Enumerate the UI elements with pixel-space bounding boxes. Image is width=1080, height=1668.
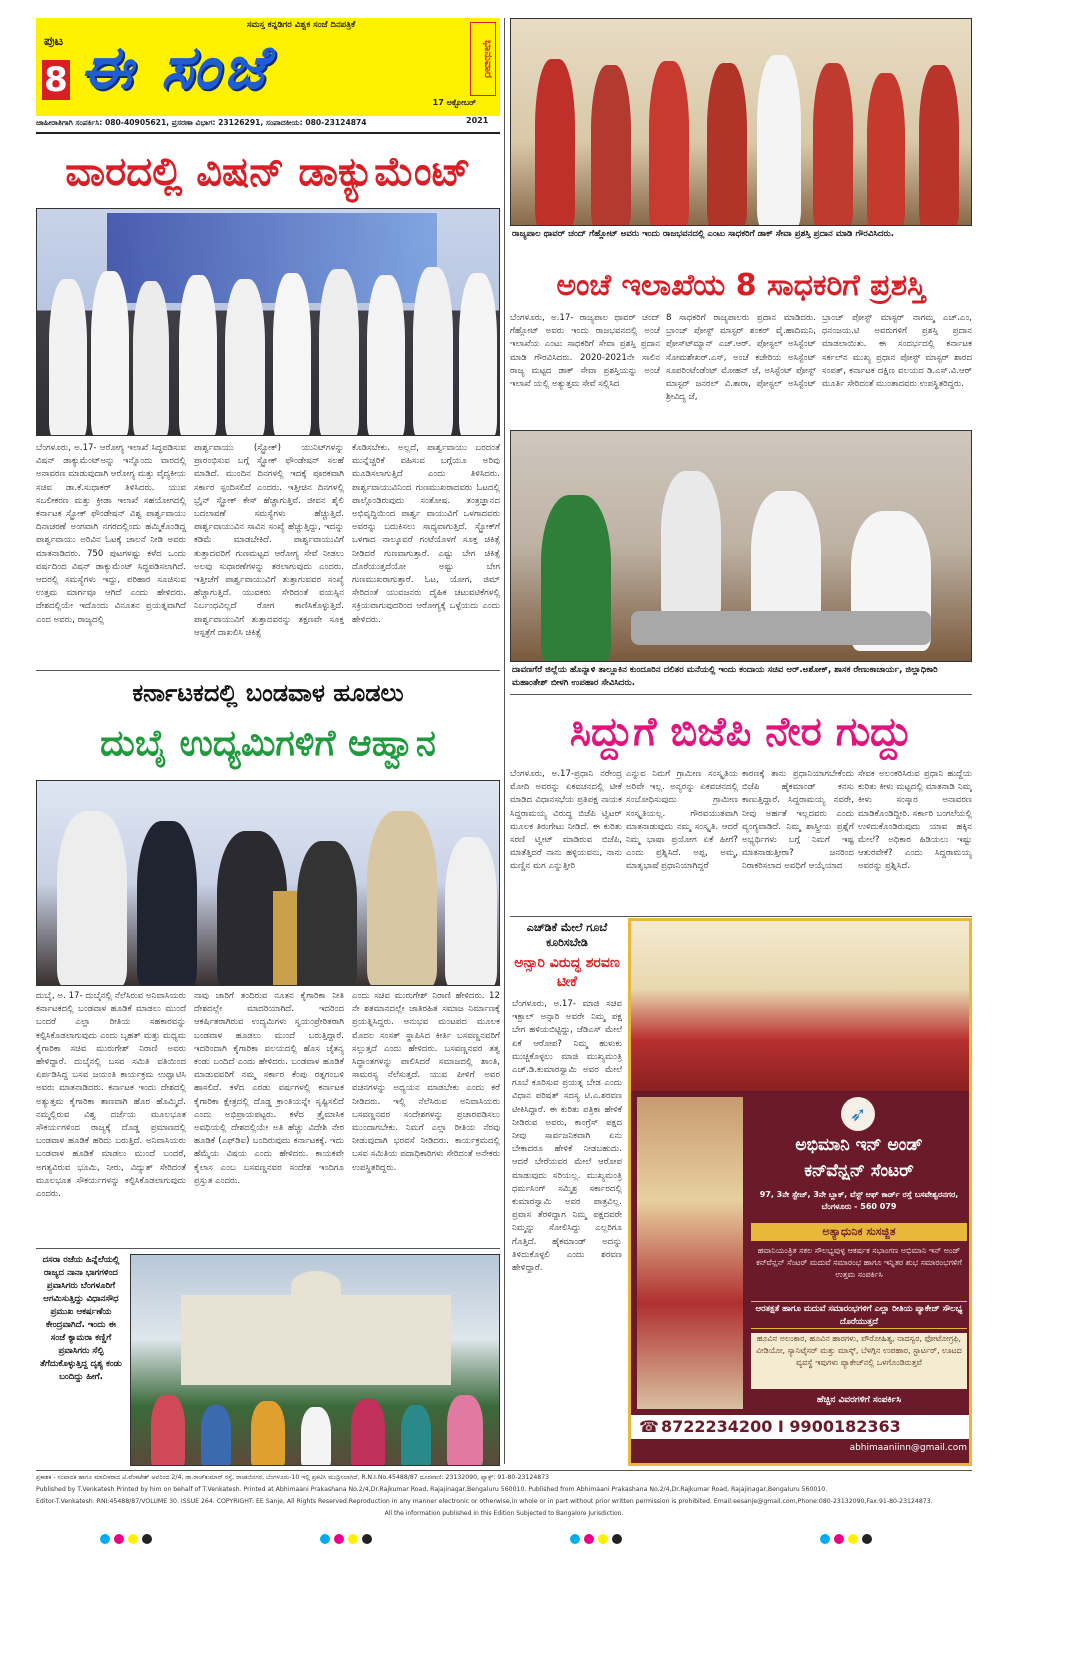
story5-col3: ಕಾರಣಕ್ಕೆ ತಾನು ಪ್ರಧಾನಿಯಾಗಬೇಕೆಂದು ಬಿಜೆಪಿ ಹೈಕಮಾಂಡ್ ಕನಸು ಕಾಣುತ್ತಿದ್ದಾರೆ. ಸಿದ್ದರಾಮಯ್ಯ ನವರೇ, ನೀವು ಅರ್ಹತೆ ಇಲ್ಲದವರು ಎಂದು ವ್ಯಂಗ್ಯವಾಡಿದೆ. ನಿಮ್ಮ ಶಾಸ್ತ್ರೀಯ ಪ್ರಶ್ನೆಗೆ ಅಭ್ಯರ್ಥಿಗಳು ಬಗ್ಗೆ ನಿಮಗೆ ಇಷ್ಟ ಮಾತನಾಡುತ್ತೀರಾ? ಜನರಿಂದ ನಿರಾಕರಿಸಲಾದ ಅವಧಿಗೆ ಆಯ್ಕೆಯಾದ (742, 769, 854, 872)
ad-abhimaani (628, 918, 972, 1466)
column-divider (504, 18, 505, 1464)
ad-band: ಆರತಕ್ಷತೆ ಹಾಗೂ ಮದುವೆ ಸಮಾರಂಭಗಳಿಗೆ ಎಲ್ಲಾ ರೀತಿಯ ಪ್ಯಾಕೇಜ್ ಸೌಲಭ್ಯ ದೊರೆಯುತ್ತದೆ (751, 1301, 967, 1329)
person (91, 271, 129, 436)
ad-phone (631, 1415, 969, 1439)
registration-dot (612, 1534, 622, 1544)
person (351, 1399, 385, 1466)
person (757, 55, 801, 226)
ad-address: 97, 3ನೇ ಸ್ಟೇಜ್, 3ನೇ ಬ್ಲಾಕ್, ವೆಸ್ಟ್ ಆಫ್ ಕಾರ್ಡ್ ರಸ್ತೆ ಬಸವೇಶ್ವರನಗರ, ಬೆಂಗಳೂರು - 560 079 (759, 1190, 959, 1211)
person (319, 269, 359, 436)
ad-logo: ➶ (841, 1097, 875, 1131)
person (273, 273, 311, 436)
story2-col3: ಬ್ರಾಂಚ್ ಪೋಸ್ಟ್ ಮಾಸ್ಟರ್ ನಾಗಮ್ಮ ಎಚ್.ಎಂ, ಧನಂಜಯ.ಟಿ ಅವರುಗಳಿಗೆ ಪ್ರಶಸ್ತಿ ಪ್ರದಾನ ಮಾಡಲಾಯಿತು. ಈ ಸಂದರ್ಭದಲ್ಲಿ ಕರ್ನಾಟಕ ಸರ್ಕಲ್‍ನ ಮುಖ್ಯ ಪ್ರಧಾನ ಪೋಸ್ಟ್ ಮಾಸ್ಟರ್ ಶಾರದ ಸಂಪತ್, ಕರ್ನಾಟಕ ದಕ್ಷಿಣ ವಲಯದ ಡಿ.ಎಸ್.ವಿ.ಆರ್ ಮೂರ್ತಿ ಸೇರಿದಂತೆ ಮುಂತಾದವರು ಉಪಸ್ಥಿತರಿದ್ದರು. (822, 313, 972, 390)
masthead (36, 18, 500, 116)
registration-dot (820, 1534, 830, 1544)
story4-col1: ದುಬೈ, ಅ. 17- ದುಬೈನಲ್ಲಿ ನೆಲೆಸಿರುವ ಅನಿವಾಸಿಯರು ಕರ್ನಾಟಕದಲ್ಲಿ ಬಂಡವಾಳ ಹೂಡಿಕೆ ಮಾಡಲು ಮುಂದೆ ಬಂದರೆ ಎಲ್ಲಾ ರೀತಿಯ ಸಹಕಾರವನ್ನು ಕಲ್ಪಿಸಿಕೊಡಲಾಗುವುದು ಎಂದು ಬೃಹತ್ ಮತ್ತು ಮಧ್ಯಮ ಕೈಗಾರಿಕಾ ಸಚಿವ ಮುರುಗೇಶ್ ನಿರಾಣಿ ಅವರು ಹೇಳಿದ್ದಾರೆ. ದುಬೈನಲ್ಲಿ ಬಸವ ಸಮಿತಿ ವತಿಯಿಂದ ಏರ್ಪಡಿಸಿದ್ದ ಬಸವ ಜಯಂತಿ ಕಾರ್ಯಕ್ರಮ ಉದ್ಘಾಟಿಸಿ ಅವರು ಮಾತನಾಡಿದರು. ಕರ್ನಾಟಕ ಇಂದು ದೇಶದಲ್ಲಿ ಅತ್ಯುತ್ತಮ ಕೈಗಾರಿಕಾ ತಾಣವಾಗಿ ಹೊರ ಹೊಮ್ಮಿದೆ. ನಮ್ಮಲ್ಲಿರುವ ವಿಶ್ವ ದರ್ಜೆಯ ಮೂಲಭೂತ ಸೌಕರ್ಯಗಳಿಂದ ರಾಜ್ಯಕ್ಕೆ ದೊಡ್ಡ ಪ್ರಮಾಣದಲ್ಲಿ ಬಂಡವಾಳ ಹೂಡಿಕೆ ಹರಿದು ಬರುತ್ತಿದೆ. ಅನಿವಾಸಿಯರು ಬಂಡವಾಳ ಹೂಡಿಕೆ ಮಾಡಲು ಮುಂದೆ ಬಂದರೆ, ಅಗತ್ಯವಿರುವ ಭೂಮಿ, ನೀರು, ವಿದ್ಯುತ್ ಸೇರಿದಂತೆ ಮೂಲಭೂತ ಸೌಕರ್ಯಗಳನ್ನು ಕಲ್ಪಿಸಿಕೊಡಲಾಗುವುದು ಎಂದರು. (36, 991, 186, 1200)
lamp (273, 891, 297, 986)
story5-headline: ಸಿದ್ದುಗೆ ಬಿಜೆಪಿ ನೇರ ಗುದ್ದು (569, 709, 913, 755)
story4-kicker: ಕರ್ನಾಟಕದಲ್ಲಿ ಬಂಡವಾಳ ಹೂಡಲು (132, 679, 404, 707)
person (57, 811, 127, 986)
person (225, 279, 265, 436)
story6-headline: ಅನ್ಸಾರಿ ವಿರುದ್ಧ ಶರವಣ ಟೀಕೆ (514, 955, 620, 990)
story4-col2: ನಾವು ಜಾರಿಗೆ ತಂದಿರುವ ನೂತನ ಕೈಗಾರಿಕಾ ನೀತಿ ದೇಶದಲ್ಲೇ ಮಾದರಿಯಾಗಿದೆ. ಇದರಿಂದ ಆಕರ್ಷಿತರಾಗಿರುವ ಉದ್ಯಮಿಗಳು ಸ್ವಯಂಪ್ರೇರಿತರಾಗಿ ಬಂಡವಾಳ ಹೂಡಲು ಮುಂದೆ ಬರುತ್ತಿದ್ದಾರೆ. ಇದರಿಂದಾಗಿ ಕೈಗಾರಿಕಾ ವಲಯದಲ್ಲಿ ಹೊಸ ಚೈತನ್ಯ ಕಂಡು ಬಂದಿದೆ ಎಂದು ಹೇಳಿದರು. ಬಂಡವಾಳ ಹೂಡಿಕೆ ಮಾಡುವವರಿಗೆ ನಮ್ಮ ಸರ್ಕಾರ ಕೆಂಪು ರತ್ನಗಂಬಳಿ ಹಾಸಲಿದೆ. ಕಳೆದ ಎರಡು ವರ್ಷಗಳಲ್ಲಿ ಕರ್ನಾಟಕ ಕೈಗಾರಿಕಾ ಕ್ಷೇತ್ರದಲ್ಲಿ ದೊಡ್ಡ ಕ್ರಾಂತಿಯನ್ನೇ ಸೃಷ್ಟಿಸಲಿದೆ ಎಂದು ಅಭಿಪ್ರಾಯಪಟ್ಟರು. ಕಳೆದ ತ್ರೈಮಾಸಿಕ ಅವಧಿಯಲ್ಲಿ ದೇಶದಲ್ಲಿಯೇ ಅತಿ ಹೆಚ್ಚು ವಿದೇಶಿ ನೇರ ಹೂಡಿಕೆ (ಎಫ್‍ಡಿಐ) ಬಂದಿರುವುದು ಕರ್ನಾಟಕಕ್ಕೆ. ಇದು ಹೆಮ್ಮೆಯ ವಿಷಯ ಎಂದು ಹೇಳಿದರು. ಕಾಯಕವೇ ಕೈಲಾಸ ಎಂಬ ಬಸವಣ್ಣನವರ ಸಂದೇಶ ಇಂದಿಗೂ ಪ್ರಸ್ತುತ ಎಂದರು. (194, 991, 344, 1186)
section-rule (510, 694, 972, 695)
story2-col2: 8 ಸಾಧಕರಿಗೆ ರಾಜ್ಯಪಾಲರು ಪ್ರದಾನ ಮಾಡಿದರು. ಬ್ರಾಂಚ್ ಪೋಸ್ಟ್ ಮಾಸ್ಟರ್ ಶಂಕರ್ ವೈ.ಹಾದಿಮನಿ, ಪೋಸ್ಟ್‍ಮ್ಯಾನ್ ಎಚ್.ಆರ್. ಪೋಸ್ಟಲ್ ಅಸಿಸ್ಟೆಂಟ್ ಸೋಮಶೇಖರ್.ಎಸ್, ಅಂಚೆ ಕಚೇರಿಯ ಅಸಿಸ್ಟೆಂಟ್ ಸೂಪರಿಂಟೆಂಡೆಂಟ್ ಮೋಹನ್ ಜೆ, ಅಸಿಸ್ಟೆಂಟ್ ಪೋಸ್ಟ್ ಮಾಸ್ಟರ್ ಜನರಲ್ ವಿ.ತಾರಾ, ಪೋಸ್ಟಲ್ ಅಸಿಸ್ಟೆಂಟ್ ಶ್ರೀವಿದ್ಯ ಜೆ, (666, 313, 816, 403)
person (707, 63, 747, 226)
registration-dot (348, 1534, 358, 1544)
masthead-contacts: ಜಾಹೀರಾತಿಗಾಗಿ ಸಂಪರ್ಕಿಸಿ: 080-40905621, ಪ್ರಸರಣಾ ವಿಭಾಗ: 23126291, ಸಂಪಾದಕೀಯ: 080-23124874 (36, 118, 367, 127)
footer-line3: Editor-T.Venkatesh. RNI:45488/87/VOLUME 30. ISSUE 264. COPYRIGHT: EE Sanje, All Rights Reserved.Reproduction in any manner electronic or otherwise,in whole or in part without prior written permission is prohibited. Email:eesanje@gmail.com,Phone:080-23132090,Fax:91-80-23124873. (36, 1498, 933, 1505)
person (401, 1405, 431, 1466)
person (447, 1395, 483, 1466)
registration-dot (100, 1534, 110, 1544)
person (535, 59, 575, 226)
story2-headline: ಅಂಚೆ ಇಲಾಖೆಯ 8 ಸಾಧಕರಿಗೆ ಪ್ರಶಸ್ತಿ (556, 268, 926, 303)
person (459, 273, 497, 436)
story1-col1: ಬೆಂಗಳೂರು, ಅ.17- ಆರೋಗ್ಯ ಇಲಾಖೆ ಸಿದ್ಧಪಡಿಸುವ ವಿಷನ್ ಡಾಕ್ಯುಮೆಂಟ್‍ಅನ್ನು ಇನ್ನೊಂದು ವಾರದಲ್ಲಿ ಅನಾವರಣ ಮಾಡುವುದಾಗಿ ಆರೋಗ್ಯ ಮತ್ತು ವೈದ್ಯಕೀಯ ಸಚಿವ ಡಾ.ಕೆ.ಸುಧಾಕರ್ ತಿಳಿಸಿದರು. ಯುವ ಸಬಲೀಕರಣ ಮತ್ತು ಕ್ರೀಡಾ ಇಲಾಖೆ ಸಹಯೋಗದಲ್ಲಿ ಕರ್ನಾಟಕ ಸ್ಟ್ರೋಕ್ ಫೌಂಡೇಷನ್ ವಿಶ್ವ ಪಾರ್ಶ್ವವಾಯು ದಿನಾಚರಣೆ ಅಂಗವಾಗಿ ನಗರದಲ್ಲಿಂದು ಹಮ್ಮಿಕೊಂಡಿದ್ದ ಪಾರ್ಶ್ವವಾಯು ಅರಿವಿನ ಓಟಕ್ಕೆ ಚಾಲನೆ ನೀಡಿ ಅವರು ಮಾತನಾಡಿದರು. 750 ಪುಟಗಳಷ್ಟು ಕಳೆದ ಒಂದು ವರ್ಷದಿಂದ ವಿಷನ್ ಡಾಕ್ಯುಮೆಂಟ್ ಸಿದ್ಧಪಡಿಸಲಾಗಿದೆ. ಆದರಲ್ಲಿ ಸಮಸ್ಯೆಗಳು ಇದ್ದು, ಪರಿಹಾರ ಸೂಚಿಸುವ ಉತ್ತಮ ಮಾರ್ಗವೂ ಆಗಿದೆ ಎಂದು ಹೇಳಿದರು. ದೇಶದಲ್ಲಿಯೇ ಇದೊಂದು ವಿನೂತನ ಪ್ರಯತ್ನವಾಗಿದೆ ಎಂದ ಅವರು, ರಾಜ್ಯದಲ್ಲಿ (36, 443, 186, 625)
registration-dot (570, 1534, 580, 1544)
story5-col1: ಬೆಂಗಳೂರು, ಅ.17-ಪ್ರಧಾನಿ ನರೇಂದ್ರ ಮೋದಿ ಅವರನ್ನು ಏಕವಚನದಲ್ಲಿ ಟೀಕೆ ಮಾಡಿದ ವಿಧಾನಸಭೆಯ ಪ್ರತಿಪಕ್ಷ ನಾಯಕ ಸಿದ್ದರಾಮಯ್ಯ ವಿರುದ್ಧ ಬಿಜೆಪಿ ಟ್ವಿಟರ್ ಮೂಲಕ ತಿರುಗೇಟು ನೀಡಿದೆ. ಈ ಕುರಿತು ಸರಣಿ ಟ್ವೀಟ್ ಮಾಡಿರುವ ಬಿಜೆಪಿ, ಮಾತೆತ್ತಿದರೆ ನಾನು ಹಳ್ಳಿಯವನು, ನಾನು ಮಣ್ಣಿನ ಮಗ ಎನ್ನುತ್ತೀರಿ (510, 769, 622, 872)
person (413, 267, 453, 436)
story5-col4: ಸೇವಕ ಅಲಂಕರಿಸಿರುವ ಪ್ರಧಾನಿ ಹುದ್ದೆಯ ಕುರಿತು ಕೀಳು ಮಟ್ಟದಲ್ಲಿ ಮಾತನಾಡಿ ನಿಮ್ಮ ಕೀಳು ಸಂಸ್ಕಾರ ಅನಾವರಣ ಮಾಡಿಕೊಂಡಿದ್ದೀರಿ. ಸರ್ಕಾರಿ ಬಂಗಲೆಯಲ್ಲಿ ಉಳಿದುಕೊಂಡಿರುವುದು ಯಾವ ಹಕ್ಕಿನ ಮೇಲೆ? ಅಧಿಕಾರ ಹಿಡಿಯಲು ಇಷ್ಟು ಆತುರವೇಕೆ? ಎಂದು ಸಿದ್ದರಾಮಯ್ಯ ಅವರನ್ನು ಪ್ರಶ್ನಿಸಿದೆ. (858, 769, 972, 872)
person (367, 811, 437, 986)
date-line1: 17 ಅಕ್ಟೋಬರ್ (432, 98, 476, 107)
ad-services: ಹೂವಿನ ಅಲಂಕಾರ, ಹೂವಿನ ಹಾರಗಳು, ಪೌರೋಹಿತ್ಯ, ನಾದಸ್ವರ, ಫೋಟೋಗ್ರಫಿ, ವೀಡಿಯೋ, ಸ್ಯಾನಿಟೈಸರ್ ಮತ್ತು ಮಾಸ್ಕ್, ಬೆಳಗ್ಗಿನ ಉಪಹಾರ, ಸ್ಟಾರ್ಟರ್, ಊಟದ ವ್ಯವಸ್ಥೆ ಇವುಗಳು ಪ್ಯಾಕೇಜ್‍ನಲ್ಲಿ ಒಳಗೊಂಡಿರುತ್ತವೆ (751, 1333, 967, 1389)
story3-photo (510, 430, 972, 662)
person (367, 275, 405, 436)
registration-marks (100, 1532, 980, 1546)
registration-dot (584, 1534, 594, 1544)
story1-col2: ಪಾರ್ಶ್ವವಾಯು (ಸ್ಟ್ರೋಕ್) ಯುನಿಟ್‍ಗಳನ್ನು ಪ್ರಾರಂಭಿಸುವ ಬಗ್ಗೆ ಸ್ಟ್ರೋಕ್ ಫೌಂಡೇಷನ್ ಸಲಹೆ ಮಾಡಿದೆ. ಮುಂದಿನ ದಿನಗಳಲ್ಲಿ ಇದಕ್ಕೆ ಪೂರಕವಾಗಿ ಸರ್ಕಾರ ಸ್ಪಂದಿಸಲಿದೆ ಎಂದರು. ಇತ್ತೀಚಿನ ದಿನಗಳಲ್ಲಿ ಬ್ರೈನ್ ಸ್ಟ್ರೋಕ್ ಕೇಸ್ ಹೆಚ್ಚಾಗುತ್ತಿವೆ. ಜೀವನ ಶೈಲಿ ಬದಲಾವಣೆ ಸಮಸ್ಯೆಗಳು ಹೆಚ್ಚುತ್ತಿದೆ. ಪಾರ್ಶ್ವವಾಯುವಿನ ಸಾವಿನ ಸಂಖ್ಯೆ ಹೆಚ್ಚುತ್ತಿದ್ದು, ಇದನ್ನು ಕಡಿಮೆ ಮಾಡಬೇಕಿದೆ. ಪಾರ್ಶ್ವವಾಯುವಿಗೆ ತುತ್ತಾದವರಿಗೆ ಗುಣಮಟ್ಟದ ಆರೋಗ್ಯ ಸೇವೆ ನೀಡಲು ಅಲವು ಸುಧಾರಣೆಗಳನ್ನು ತರಲಾಗುವುದು ಎಂದರು. ಇತ್ತೀಚೆಗೆ ಪಾರ್ಶ್ವವಾಯುವಿಗೆ ತುತ್ತಾಗುವವರ ಸಂಖ್ಯೆ ಹೆಚ್ಚಾಗುತ್ತಿದೆ. ಯುವಕರು ಸೇರಿದಂತೆ ವಯಸ್ಸಿನ ನಿರ್ಬಂಧವಿಲ್ಲದೆ ರೋಗ ಕಾಣಿಸಿಕೊಳ್ಳುತ್ತಿದೆ. ಪಾರ್ಶ್ವವಾಯುವಿಗೆ ತುತ್ತಾದವರನ್ನು ತಕ್ಷಣವೇ ಸೂಕ್ತ ಆಸ್ಪತ್ರೆಗೆ ದಾಖಲಿಸಿ ಚಿಕಿತ್ಸೆ (194, 443, 344, 638)
person (301, 1407, 331, 1466)
story1-headline: ವಾರದಲ್ಲಿ ವಿಷನ್ ಡಾಕ್ಯುಮೆಂಟ್ (65, 149, 471, 195)
ad-email: abhimaaniinn@gmail.com (849, 1443, 967, 1453)
ad-name-line1: ಅಭಿಮಾನಿ ಇನ್ ಅಂಡ್ (795, 1135, 923, 1155)
footer-rule (36, 1470, 972, 1471)
masthead-rule (36, 132, 500, 134)
ad-description: ಹವಾನಿಯಂತ್ರಿತ ಸಕಲ ಸೌಲಭ್ಯವುಳ್ಳ ಆಕರ್ಷಕ ಸಭಾಂಗಣ ಅಭಿಮಾನಿ ಇನ್ ಅಂಡ್ ಕನ್‍ವೆನ್ಷನ್ ಸೆಂಟರ್ ಮದುವೆ ಸಮಾರಂಭ ಹಾಗೂ ಇನ್ನಿತರ ಶುಭ ಸಮಾರಂಭಗಳಿಗೆ ಉತ್ತಮ ಸಂಪರ್ಕಿಸಿ (756, 1246, 962, 1279)
vidhana-soudha-building (181, 1295, 451, 1385)
date-line2: 2021 (466, 116, 489, 125)
registration-dot (862, 1534, 872, 1544)
person (49, 279, 87, 436)
plates (631, 611, 931, 645)
registration-dot (114, 1534, 124, 1544)
section-rule (510, 916, 972, 917)
person (813, 63, 853, 226)
page-label: ಪುಟ (44, 34, 64, 49)
registration-dot (334, 1534, 344, 1544)
section-rule (36, 1248, 500, 1249)
story2-photo-caption: ರಾಜ್ಯಪಾಲ ಥಾವರ್ ಚಂದ್ ಗೆಹ್ಲೋಟ್ ಅವರು ಇಂದು ರಾಜಭವನದಲ್ಲಿ ಎಂಟು ಸಾಧಕರಿಗೆ ಡಾಕ್ ಸೇವಾ ಪ್ರಶಸ್ತಿ ಪ್ರದಾನ ಮಾಡಿ ಗೌರವಿಸಿದರು. (512, 229, 895, 239)
story2-col1: ಬೆಂಗಳೂರು, ಅ.17- ರಾಜ್ಯಪಾಲ ಥಾವರ್ ಚಂದ್ ಗೆಹ್ಲೋಟ್ ಅವರು ಇಂದು ರಾಜಭವನದಲ್ಲಿ ಅಂಚೆ ಇಲಾಖೆಯ ಎಂಟು ಸಾಧಕರಿಗೆ ಸೇವಾ ಪ್ರಶಸ್ತಿ ಪ್ರದಾನ ಮಾಡಿ ಗೌರವಿಸಿದರು. 2020-2021ನೇ ಸಾಲಿನ ರಾಜ್ಯ ಮಟ್ಟದ ಡಾಕ್ ಸೇವಾ ಪ್ರಶಸ್ತಿಯನ್ನು ಅಂಚೆ ಇಲಾಖೆ ಯಲ್ಲಿ ಅತ್ಯುತ್ತಮ ಸೇವೆ ಸಲ್ಲಿಸಿದ (510, 313, 660, 390)
footer-line1: ಪ್ರಕಾಶಕ - ಸಂಪಾದಕ ಹಾಗೂ ಮಾಲೀಕರಾದ ಟಿ.ವೆಂಕಟೇಶ್ ಅವರಿಂದ 2/4, ಡಾ.ರಾಜ್‍ಕುಮಾರ್ ರಸ್ತೆ, ರಾಜಾಜಿನಗರ, ಬೆಂಗಳೂರು-10 ಇಲ್ಲಿ ಪ್ರಕಟಿಸಿ ಮುದ್ರಿಸಲಾಗಿದೆ. R.N.I.No.45488/87 ದೂರವಾಣಿ: 23132090, ಫ್ಯಾಕ್ಸ್: 91-80-23124873 (36, 1474, 550, 1481)
person (919, 65, 959, 226)
registration-dot (320, 1534, 330, 1544)
person (541, 495, 611, 662)
page-number: 8 (42, 60, 70, 100)
story7-caption: ದಸರಾ ರಜೆಯ ಹಿನ್ನೆಲೆಯಲ್ಲಿ ರಾಜ್ಯದ ನಾನಾ ಭಾಗಗಳಿಂದ ಪ್ರವಾಸಿಗರು ಬೆಂಗಳೂರಿಗೆ ಆಗಮಿಸುತ್ತಿದ್ದು ವಿಧಾನಸೌಧ ಪ್ರಮುಖ ಆಕರ್ಷಣೆಯ ಕೇಂದ್ರವಾಗಿದೆ. ಇಂದು ಈ ಸಂಜೆ ಕ್ಯಾಮರಾ ಕಣ್ಣಿಗೆ ಪ್ರವಾಸಿಗರು ಸೆಲ್ಫಿ ತೆಗೆದುಕೊಳ್ಳುತ್ತಿದ್ದ ದೃಶ್ಯ ಕಂಡು ಬಂದಿದ್ದು ಹೀಗೆ. (40, 1255, 122, 1382)
story3-photo-caption: ದಾವಣಗೆರೆ ಜಿಲ್ಲೆಯ ಹೊನ್ನಾಳಿ ತಾಲ್ಲೂಕಿನ ಕುಂದೂರಿನ ದಲಿತರ ಮನೆಯಲ್ಲಿ ಇಂದು ಕಂದಾಯ ಸಚಿವ ಆರ್.ಅಶೋಕ್, ಶಾಸಕ ರೇಣುಕಾಚಾರ್ಯ, ಜಿಲ್ಲಾಧಿಕಾರಿ ಮಹಾಂತೇಶ್ ಬೀಳಗಿ ಉಪಹಾರ ಸೇವಿಸಿದರು. (512, 665, 938, 688)
ad-name-line2: ಕನ್‍ವೆನ್ಷನ್ ಸೆಂಟರ್ (804, 1161, 914, 1181)
section-rule (36, 670, 500, 671)
story2-photo (510, 18, 972, 226)
story7-photo (130, 1254, 500, 1466)
person (649, 61, 689, 226)
story1-photo (36, 208, 500, 436)
registration-dot (834, 1534, 844, 1544)
dome (291, 1271, 341, 1301)
registration-dot (142, 1534, 152, 1544)
story4-photo (36, 780, 500, 986)
story1-col3: ಕೊಡಿಸಬೇಕು. ಅಲ್ಲದೆ, ಪಾರ್ಶ್ವವಾಯು ಬರದಂತೆ ಮುನ್ನೆಚ್ಚರಿಕೆ ವಹಿಸುವ ಬಗ್ಗೆಯೂ ಅರಿವು ಮೂಡಿಸಲಾಗುತ್ತಿದೆ ಎಂದು ತಿಳಿಸಿದರು. ಪಾರ್ಶ್ವವಾಯುವಿನಿಂದ ಗುಣಮುಖರಾದವರು ಓಟದಲ್ಲಿ ಪಾಲ್ಗೊಂಡಿರುವುದು ಸಂತೋಷ. ತಂತ್ರಜ್ಞಾನದ ಅಭಿವೃದ್ಧಿಯಿಂದ ಪಾರ್ಶ್ವ ವಾಯುವಿಗೆ ಒಳಗಾದವರು ಅವರನ್ನು ಬದುಕಿಸಲು ಸಾಧ್ಯವಾಗುತ್ತಿದೆ. ಸ್ಟ್ರೋಕ್‍ಗೆ ಒಳಗಾದ ನಾಲ್ಕೂವರೆ ಗಂಟೆಯೊಳಗೆ ಸೂಕ್ತ ಚಿಕಿತ್ಸೆ ನೀಡಿದರೆ ಗುಣವಾಗುತ್ತಾರೆ. ಎಷ್ಟು ಬೇಗ ಚಿಕಿತ್ಸೆ ದೊರೆಯುತ್ತದೆಯೋ ಅಷ್ಟು ಬೇಗ ಗುಣಮುಖರಾಗುತ್ತಾರೆ. ಓಟ, ಯೋಗ, ಜಿಮ್ ಸೇರಿದಂತೆ ಯುವಜನರು ದೈಹಿಕ ಚಟುವಟಿಕೆಗಳಲ್ಲಿ ಸಕ್ರಿಯವಾಗುವುದರಿಂದ ಆರೋಗ್ಯಕ್ಕೆ ಒಳ್ಳೆಯದು ಎಂದು ಹೇಳಿದರು. (352, 443, 500, 625)
person (151, 1395, 185, 1466)
person (201, 1405, 231, 1466)
footer-line2: Published by T.Venkatesh Printed by him on behalf of T.Venkatesh. Printed at Abhimaani Prakashana No.2/4,Dr.Rajkumar Road, Rajajinagar,Bengaluru 560010. Published from Abhimaani Prakashana No.2/4,Dr.Rajkumar Road, Rajajinagar,Bengaluru 560010. (36, 1486, 828, 1493)
ad-more-info: ಹೆಚ್ಚಿನ ವಿವರಗಳಿಗೆ ಸಂಪರ್ಕಿಸಿ (816, 1395, 902, 1405)
story6-body: ಬೆಂಗಳೂರು, ಅ.17- ಮಾಜಿ ಸಚಿವ ಇಕ್ಬಾಲ್ ಅನ್ಸಾರಿ ಅವರೇ ನಿಮ್ಮ ಪಕ್ಷ ಬೇಗ ಹಳಿಯಬಿಟ್ಟಿದ್ದು, ಜೆಡಿಎಸ್ ಮೇಲೆ ಏಕೆ ಆರೋಪ? ನಿಮ್ಮ ಹುಳುಕು ಮುಚ್ಚಿಕೊಳ್ಳಲು ಮಾಜಿ ಮುಖ್ಯಮಂತ್ರಿ ಎಚ್.ಡಿ.ಕುಮಾರಸ್ವಾಮಿ ಅವರ ಮೇಲೆ ಗೂಬೆ ಕೂರಿಸುವ ಪ್ರಯತ್ನ ಬೇಡ ಎಂದು ವಿಧಾನ ಪರಿಷತ್ ಸದಸ್ಯ ಟಿ.ಎ.ಶರವಣ ಟೀಕಿಸಿದ್ದಾರೆ. ಈ ಕುರಿತು ಪತ್ರಿಕಾ ಹೇಳಿಕೆ ನೀಡಿರುವ ಅವರು, ಕಾಂಗ್ರೆಸ್ ಪಕ್ಷದ ನೀವು ಸಾರ್ವಜನಿಕವಾಗಿ ಏನು ಬೇಕಾದರೂ ಹೇಳಿಕೆ ನೀಡಬಹುದು. ಆದರೆ ಬೇರೆಯವರ ಮೇಲೆ ಆರೋಪ ಮಾಡುವುದು ಸರಿಯಲ್ಲ. ಮುಖ್ಯಮಂತ್ರಿ ಧರ್ಮಸಿಂಗ್ ಸಮ್ಮಿಶ್ರ ಸರ್ಕಾರದಲ್ಲಿ ಕುಮಾರಸ್ವಾಮಿ ಅವರ ಪಾತ್ರವಿಲ್ಲ. ಪ್ರವಾಸ ತೆರಳಿದ್ದಾಗ ನಿಮ್ಮ ಪಕ್ಷದವರೇ ನಿಮ್ಮನ್ನು ಸೋಲಿಸಿದ್ದು ಎಲ್ಲರಿಗೂ ಗೊತ್ತಿದೆ. ಹೈಕಮಾಂಡ್ ಅದನ್ನು ತಿಳಿದುಕೊಳ್ಳಲಿ ಎಂದು ಶರವಣ ಹೇಳಿದ್ದಾರೆ. (512, 999, 622, 1274)
person (867, 73, 905, 226)
ad-phone-number: 8722234200 I 9900182363 (661, 1417, 901, 1436)
person (445, 837, 497, 986)
hall-photo (631, 921, 969, 1091)
person (251, 1401, 285, 1466)
story4-col3: ಎಂದು ಸಚಿವ ಮುರುಗೇಶ್ ನಿರಾಣಿ ಹೇಳಿದರು. 12 ನೇ ಶತಮಾನದಲ್ಲೇ ಜಾತಿರಹಿತ ಸಮಾಜ ನಿರ್ಮಾಣಕ್ಕೆ ಪ್ರಯತ್ನಿಸಿದ್ದರು. ಅನುಭವ ಮಂಟಪದ ಮೂಲಕ ಮೊದಲ ಸಂಸತ್ ಸ್ಥಾಪಿಸಿದ ಕೀರ್ತಿ ಬಸವಣ್ಣನವರಿಗೆ ಸಲ್ಲುತ್ತದೆ ಎಂದು ಹೇಳಿದರು. ಬಸವಣ್ಣನವರ ತತ್ವ ಸಿದ್ಧಾಂತಗಳನ್ನು ಪಾಲಿಸಿದರೆ ಸಮಾಜದಲ್ಲಿ ಶಾಂತಿ, ಸಾಮರಸ್ಯ ನೆಲೆಸುತ್ತದೆ. ಯುವ ಪೀಳಿಗೆ ಅವರ ವಚನಗಳನ್ನು ಅಧ್ಯಯನ ಮಾಡಬೇಕು ಎಂದು ಕರೆ ನೀಡಿದರು. ಇಲ್ಲಿ ನೆಲೆಸಿರುವ ಅನಿವಾಸಿಯರು ಬಸವಣ್ಣನವರ ಸಂದೇಶಗಳನ್ನು ಪ್ರಚಾರಪಡಿಸಲು ಮುಂದಾಗಬೇಕು. ನಿಮಗೆ ಎಲ್ಲಾ ರೀತಿಯ ನೆರವು ನೀಡುವುದಾಗಿ ಭರವಸೆ ನೀಡಿದರು. ಕಾರ್ಯಕ್ರಮದಲ್ಲಿ ಬಸವ ಸಮಿತಿಯ ಪದಾಧಿಕಾರಿಗಳು ಸೇರಿದಂತೆ ಅನೇಕರು ಉಪಸ್ಥಿತರಿದ್ದರು. (352, 991, 500, 1173)
footer-line4: All the information published in this Edition Subjected to Bangalore Jurisdiction. (384, 1510, 624, 1517)
person (133, 281, 169, 436)
masthead-tagline: ಸಮಸ್ತ ಕನ್ನಡಿಗರ ವಿಶ್ವಕ ಸಂಜೆ ದಿನಪತ್ರಿಕೆ (246, 20, 356, 30)
person (591, 65, 631, 226)
masthead-title: ಈ ಸಂಜೆ (80, 33, 271, 103)
registration-dot (598, 1534, 608, 1544)
registration-dot (848, 1534, 858, 1544)
registration-dot (128, 1534, 138, 1544)
ad-gallery (637, 1097, 743, 1409)
story5-col2: ಎನ್ನುವ ನಿಮಗೆ ಗ್ರಾಮೀಣ ಸಂಸ್ಕೃತಿಯ ಅರಿವೇ ಇಲ್ಲ. ಅನ್ಯರನ್ನು ಏಕವಚನದಲ್ಲಿ ಸಂಬೋಧಿಸುವುದು ಗ್ರಾಮೀಣ ಸಂಸ್ಕೃತಿಯಲ್ಲ. ಗೌರವಯುತವಾಗಿ ಮಾತನಾಡುವುದು ನಮ್ಮ ಸಂಸ್ಕೃತಿ. ಆದರೆ ನಿಮ್ಮ ಭಾಷಾ ಪ್ರಯೋಗ ಏಕೆ ಹೀಗೆ? ಎಂದು ಪ್ರಶ್ನಿಸಿದೆ. ಅಪ್ಪ, ಅಮ್ಮ, ಮಾತೃಭಾಷೆ ಪ್ರಧಾನಿಯಾಗಿದ್ದರೆ (626, 769, 738, 872)
person (179, 275, 217, 436)
day-label: ಭಾನುವಾರ (470, 22, 496, 96)
phone-icon: ☎ (639, 1417, 659, 1436)
person (297, 841, 357, 986)
ad-banner: ಅತ್ಯಾಧುನಿಕ ಸುಸಜ್ಜಿತ (751, 1223, 967, 1241)
person (137, 821, 197, 986)
person (661, 471, 721, 621)
registration-dot (362, 1534, 372, 1544)
story4-headline: ದುಬೈ ಉದ್ಯಮಿಗಳಿಗೆ ಆಹ್ವಾನ (100, 723, 436, 764)
story6-kicker: ಎಚ್‍ಡಿಕೆ ಮೇಲೆ ಗೂಬೆ ಕೂರಿಸಬೇಡಿ (526, 921, 608, 949)
